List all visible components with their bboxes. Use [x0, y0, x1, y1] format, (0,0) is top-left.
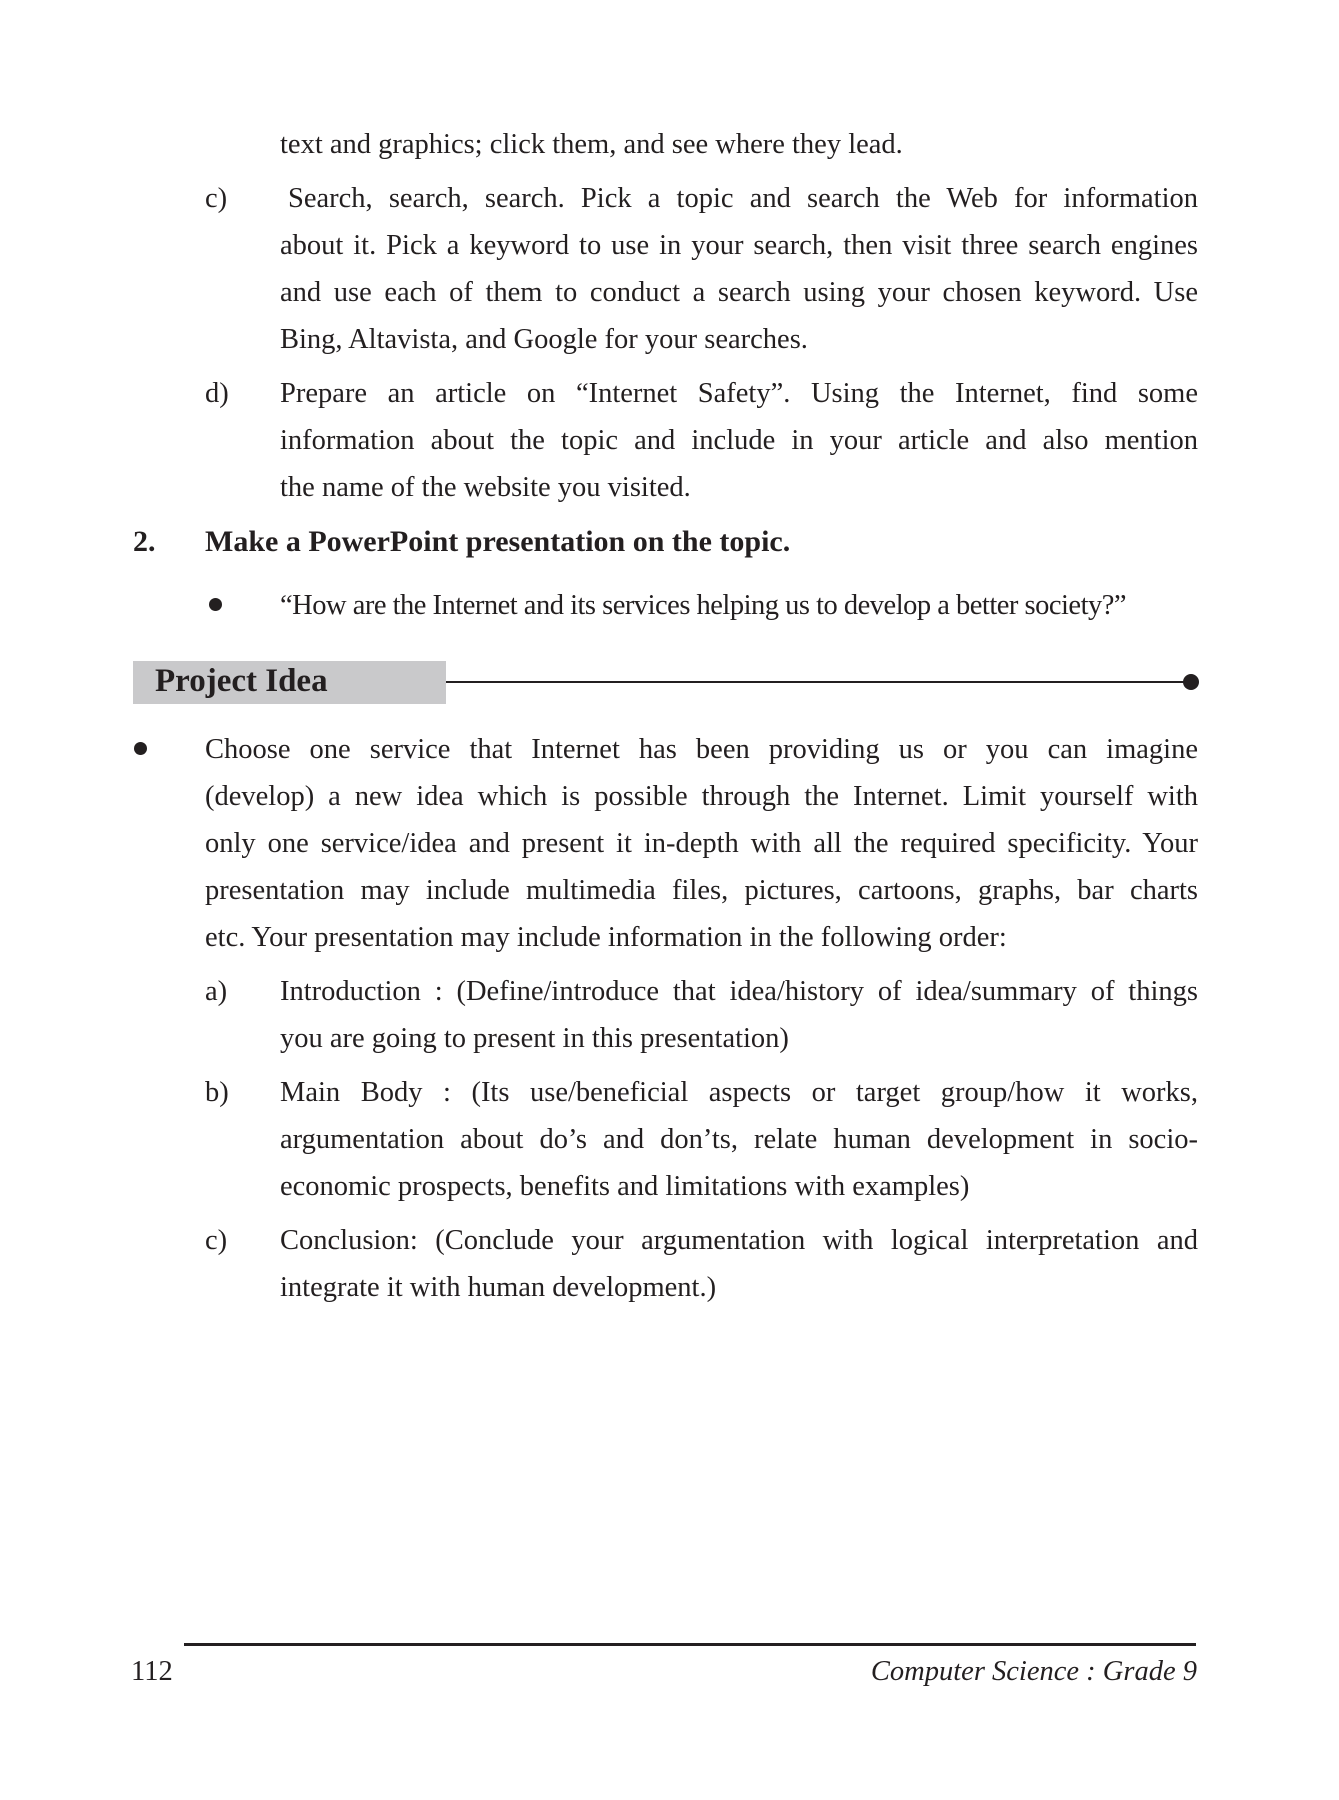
item-c-line-3: and use each of them to conduct a search using your chosen keyword. Use	[280, 277, 1198, 308]
item-c-line-1: Search, search, search. Pick a topic and search the Web for information	[288, 183, 1198, 214]
project-item-b-line-1: Main Body : (Its use/beneficial aspects or target group/how it works,	[280, 1077, 1198, 1108]
question-2-number: 2.	[133, 525, 156, 558]
project-intro-line-2: (develop) a new idea which is possible through the Internet. Limit yourself with	[205, 781, 1198, 812]
bullet-icon	[134, 742, 147, 755]
project-intro-line-4: presentation may include multimedia files, pictures, cartoons, graphs, bar charts	[205, 875, 1198, 906]
project-item-c-line-1: Conclusion: (Conclude your argumentation with logical interpretation and	[280, 1225, 1198, 1256]
project-item-a-line-1: Introduction : (Define/introduce that idea/history of idea/summary of things	[280, 976, 1198, 1007]
project-item-c-line-2: integrate it with human development.)	[280, 1272, 717, 1303]
project-item-b-line-3: economic prospects, benefits and limitations with examples)	[280, 1171, 970, 1202]
page-number: 112	[131, 1656, 173, 1687]
footer-rule	[184, 1643, 1196, 1646]
item-c-line-2: about it. Pick a keyword to use in your search, then visit three search engines	[280, 230, 1198, 261]
item-d-label: d)	[205, 378, 229, 409]
item-c-label: c)	[205, 183, 228, 214]
item-d-line-2: information about the topic and include in your article and also mention	[280, 425, 1198, 456]
project-item-b-line-2: argumentation about do’s and don’ts, relate human development in socio-	[280, 1124, 1198, 1155]
project-item-a-line-2: you are going to present in this presentation)	[280, 1023, 789, 1054]
project-intro-line-5: etc. Your presentation may include information in the following order:	[205, 922, 1007, 953]
project-item-a-label: a)	[205, 976, 228, 1007]
book-title: Computer Science : Grade 9	[870, 1656, 1197, 1687]
question-2-heading: Make a PowerPoint presentation on the topic.	[205, 525, 791, 558]
item-c-line-4: Bing, Altavista, and Google for your searches.	[280, 324, 808, 355]
section-rule	[446, 681, 1190, 683]
project-item-b-label: b)	[205, 1077, 229, 1108]
section-rule-end-dot-icon	[1183, 674, 1199, 690]
question-2-bullet-text: “How are the Internet and its services helping us to develop a better society?”	[280, 590, 1127, 621]
continuation-line-1: text and graphics; click them, and see where they lead.	[280, 129, 903, 160]
item-d-line-1: Prepare an article on “Internet Safety”. Using the Internet, find some	[280, 378, 1198, 409]
project-intro-line-1: Choose one service that Internet has been providing us or you can imagine	[205, 734, 1198, 765]
section-title: Project Idea	[155, 663, 328, 699]
item-d-line-3: the name of the website you visited.	[280, 472, 691, 503]
project-item-c-label: c)	[205, 1225, 228, 1256]
bullet-icon	[209, 598, 222, 611]
project-intro-line-3: only one service/idea and present it in-depth with all the required specificity. Your	[205, 828, 1198, 859]
